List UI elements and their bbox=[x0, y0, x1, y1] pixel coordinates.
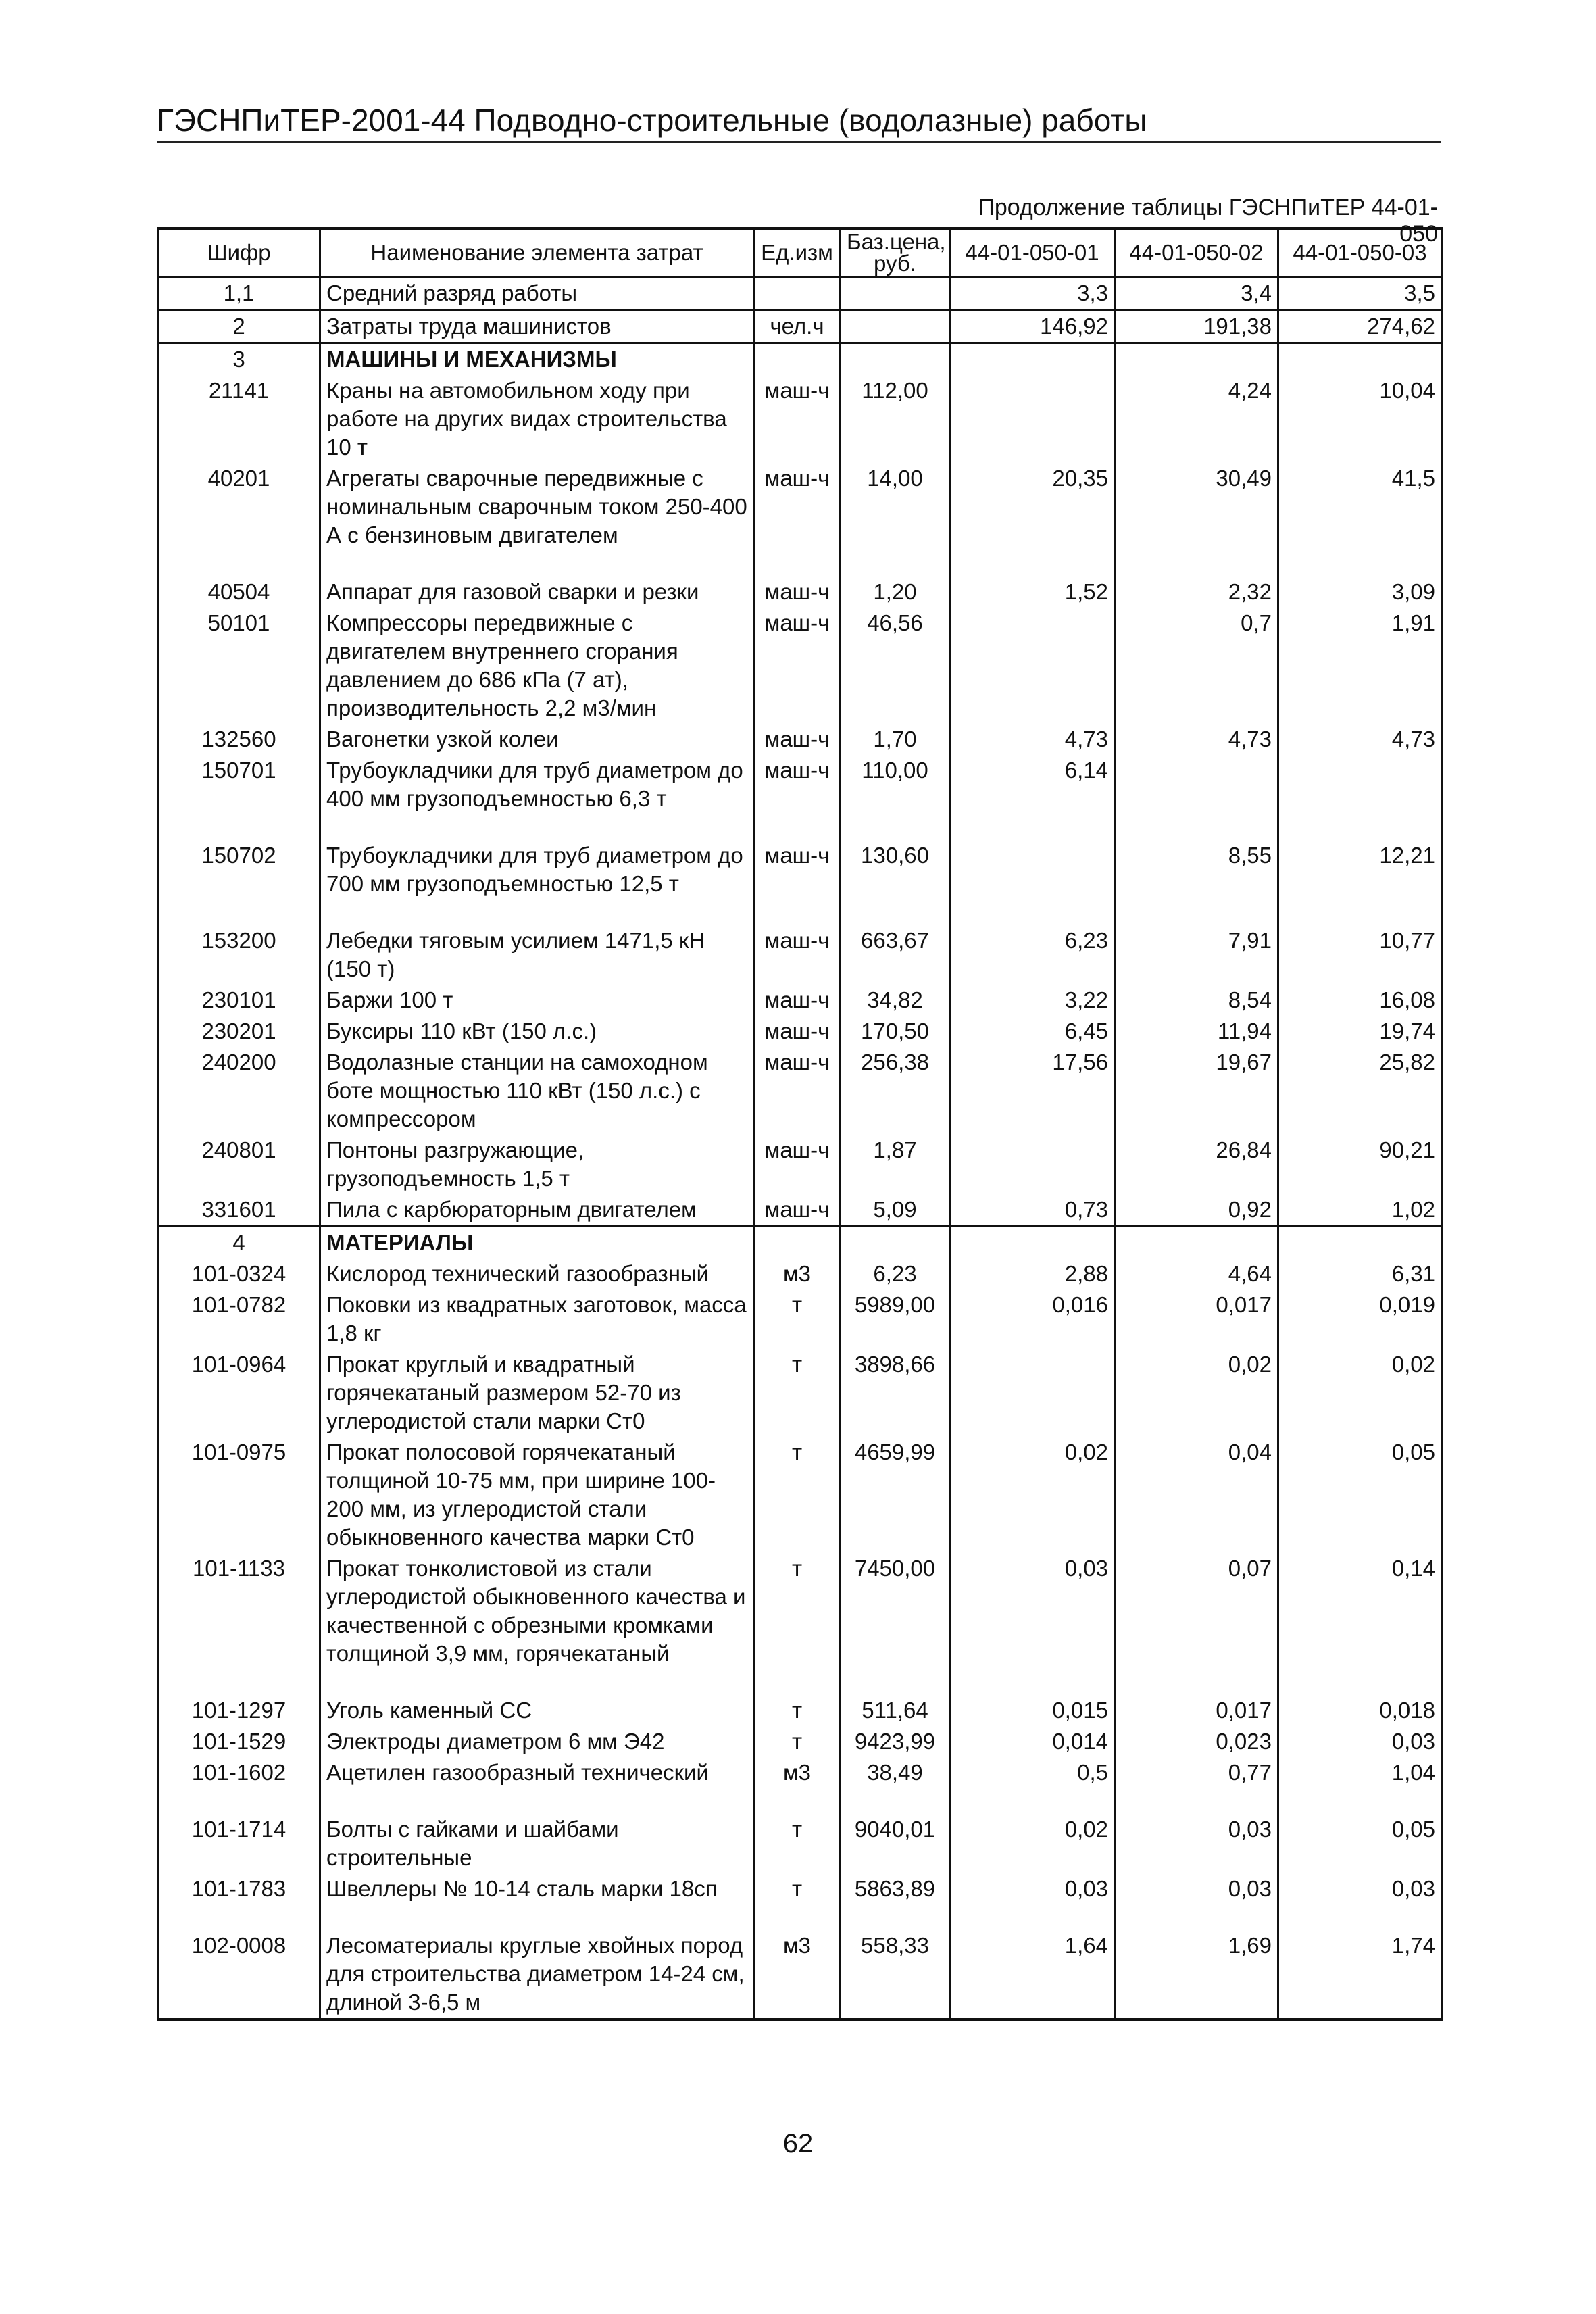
row-value-44-01-050-03: 3,5 bbox=[1278, 277, 1442, 310]
row-base-price bbox=[841, 343, 950, 376]
table-row bbox=[158, 1289, 1442, 1349]
row-value-44-01-050-02: 11,94 bbox=[1115, 1016, 1278, 1047]
col-header-44-01-050-03: 44-01-050-03 bbox=[1278, 228, 1442, 277]
row-value-44-01-050-03: 25,82 bbox=[1278, 1047, 1442, 1135]
row-name: МАТЕРИАЛЫ bbox=[320, 1227, 754, 1259]
row-base-price bbox=[841, 1227, 950, 1259]
row-value-44-01-050-03: 0,02 bbox=[1278, 1349, 1442, 1437]
row-base-price: 46,56 bbox=[841, 608, 950, 724]
page-number: 62 bbox=[782, 2129, 814, 2159]
row-name: Поковки из квадратных заготовок, масса 1,8 кг bbox=[320, 1289, 754, 1349]
row-code: 150701 bbox=[158, 755, 320, 840]
table-row bbox=[158, 1258, 1442, 1289]
row-name: Буксиры 110 кВт (150 л.с.) bbox=[320, 1016, 754, 1047]
table-row bbox=[158, 1873, 1442, 1930]
row-unit: маш-ч bbox=[754, 1016, 841, 1047]
row-value-44-01-050-01: 0,73 bbox=[950, 1194, 1115, 1227]
row-unit: маш-ч bbox=[754, 1194, 841, 1227]
row-name: Болты с гайками и шайбами строительные bbox=[320, 1814, 754, 1873]
table-row bbox=[158, 1930, 1442, 2019]
row-code: 40201 bbox=[158, 463, 320, 576]
row-name: Затраты труда машинистов bbox=[320, 310, 754, 343]
row-name: Средний разряд работы bbox=[320, 277, 754, 310]
row-base-price: 558,33 bbox=[841, 1930, 950, 2019]
row-code: 3 bbox=[158, 343, 320, 376]
row-name: Водолазные станции на самоходном боте мощностью 110 кВт (150 л.с.) с компрессором bbox=[320, 1047, 754, 1135]
row-name: Ацетилен газообразный технический bbox=[320, 1757, 754, 1814]
row-unit: маш-ч bbox=[754, 463, 841, 576]
row-unit: маш-ч bbox=[754, 985, 841, 1016]
row-name: Вагонетки узкой колеи bbox=[320, 724, 754, 755]
row-base-price: 256,38 bbox=[841, 1047, 950, 1135]
table-row bbox=[158, 463, 1442, 576]
row-value-44-01-050-03: 6,31 bbox=[1278, 1258, 1442, 1289]
row-value-44-01-050-03: 1,91 bbox=[1278, 608, 1442, 724]
row-value-44-01-050-03: 16,08 bbox=[1278, 985, 1442, 1016]
row-base-price bbox=[841, 277, 950, 310]
row-name: Баржи 100 т bbox=[320, 985, 754, 1016]
row-value-44-01-050-02: 8,55 bbox=[1115, 840, 1278, 925]
row-base-price: 511,64 bbox=[841, 1695, 950, 1726]
row-unit: т bbox=[754, 1553, 841, 1695]
row-name: Агрегаты сварочные передвижные с номинальным сварочным током 250-400 А с бензиновым двигателем bbox=[320, 463, 754, 576]
row-value-44-01-050-02: 2,32 bbox=[1115, 576, 1278, 608]
col-header-44-01-050-01: 44-01-050-01 bbox=[950, 228, 1115, 277]
col-header-unit: Ед.изм bbox=[754, 228, 841, 277]
row-value-44-01-050-01: 20,35 bbox=[950, 463, 1115, 576]
row-unit: м3 bbox=[754, 1930, 841, 2019]
row-value-44-01-050-01: 1,52 bbox=[950, 576, 1115, 608]
row-code: 331601 bbox=[158, 1194, 320, 1227]
row-base-price: 5863,89 bbox=[841, 1873, 950, 1930]
row-unit: маш-ч bbox=[754, 925, 841, 985]
row-value-44-01-050-01: 0,014 bbox=[950, 1726, 1115, 1757]
row-unit: м3 bbox=[754, 1258, 841, 1289]
row-value-44-01-050-02: 8,54 bbox=[1115, 985, 1278, 1016]
table-row bbox=[158, 1814, 1442, 1873]
row-unit: маш-ч bbox=[754, 608, 841, 724]
row-code: 101-1602 bbox=[158, 1757, 320, 1814]
row-value-44-01-050-01 bbox=[950, 1227, 1115, 1259]
row-value-44-01-050-02: 4,24 bbox=[1115, 375, 1278, 463]
row-name: Краны на автомобильном ходу при работе на других видах строительства 10 т bbox=[320, 375, 754, 463]
row-value-44-01-050-02: 0,023 bbox=[1115, 1726, 1278, 1757]
row-name: Трубоукладчики для труб диаметром до 400 мм грузоподъемностью 6,3 т bbox=[320, 755, 754, 840]
row-base-price: 14,00 bbox=[841, 463, 950, 576]
row-unit: чел.ч bbox=[754, 310, 841, 343]
row-code: 230201 bbox=[158, 1016, 320, 1047]
row-name: Прокат тонколистовой из стали углеродистой обыкновенного качества и качественной с обрезными кромками толщиной 3,9 мм, горячекатаный bbox=[320, 1553, 754, 1695]
row-value-44-01-050-01: 4,73 bbox=[950, 724, 1115, 755]
row-value-44-01-050-01: 0,015 bbox=[950, 1695, 1115, 1726]
table-row bbox=[158, 1553, 1442, 1695]
row-value-44-01-050-03: 0,03 bbox=[1278, 1873, 1442, 1930]
row-base-price: 4659,99 bbox=[841, 1437, 950, 1553]
row-value-44-01-050-01: 17,56 bbox=[950, 1047, 1115, 1135]
row-value-44-01-050-01 bbox=[950, 343, 1115, 376]
row-name: Трубоукладчики для труб диаметром до 700 мм грузоподъемностью 12,5 т bbox=[320, 840, 754, 925]
row-value-44-01-050-03: 1,74 bbox=[1278, 1930, 1442, 2019]
row-value-44-01-050-02: 0,04 bbox=[1115, 1437, 1278, 1553]
row-base-price: 130,60 bbox=[841, 840, 950, 925]
row-unit bbox=[754, 1227, 841, 1259]
row-value-44-01-050-01: 0,016 bbox=[950, 1289, 1115, 1349]
table-row bbox=[158, 576, 1442, 608]
row-value-44-01-050-03: 0,05 bbox=[1278, 1437, 1442, 1553]
row-value-44-01-050-02: 1,69 bbox=[1115, 1930, 1278, 2019]
row-code: 40504 bbox=[158, 576, 320, 608]
col-header-name: Наименование элемента затрат bbox=[320, 228, 754, 277]
row-base-price: 9040,01 bbox=[841, 1814, 950, 1873]
row-base-price: 170,50 bbox=[841, 1016, 950, 1047]
row-value-44-01-050-01: 0,03 bbox=[950, 1873, 1115, 1930]
row-value-44-01-050-03 bbox=[1278, 343, 1442, 376]
row-value-44-01-050-03: 4,73 bbox=[1278, 724, 1442, 755]
row-value-44-01-050-01 bbox=[950, 608, 1115, 724]
row-unit bbox=[754, 343, 841, 376]
row-unit: т bbox=[754, 1695, 841, 1726]
row-base-price: 1,87 bbox=[841, 1135, 950, 1194]
row-base-price: 112,00 bbox=[841, 375, 950, 463]
table-row bbox=[158, 724, 1442, 755]
row-value-44-01-050-02: 7,91 bbox=[1115, 925, 1278, 985]
row-value-44-01-050-01 bbox=[950, 1349, 1115, 1437]
row-value-44-01-050-02: 19,67 bbox=[1115, 1047, 1278, 1135]
table-row bbox=[158, 343, 1442, 376]
row-value-44-01-050-02: 26,84 bbox=[1115, 1135, 1278, 1194]
row-name: МАШИНЫ И МЕХАНИЗМЫ bbox=[320, 343, 754, 376]
row-value-44-01-050-03: 1,02 bbox=[1278, 1194, 1442, 1227]
row-unit bbox=[754, 277, 841, 310]
row-unit: маш-ч bbox=[754, 755, 841, 840]
row-value-44-01-050-03: 1,04 bbox=[1278, 1757, 1442, 1814]
row-value-44-01-050-02: 0,02 bbox=[1115, 1349, 1278, 1437]
row-name: Лесоматериалы круглые хвойных пород для строительства диаметром 14-24 см, длиной 3-6,5 м bbox=[320, 1930, 754, 2019]
table-header-row bbox=[158, 228, 1442, 277]
row-value-44-01-050-02 bbox=[1115, 343, 1278, 376]
table-row bbox=[158, 1349, 1442, 1437]
row-value-44-01-050-03: 0,03 bbox=[1278, 1726, 1442, 1757]
row-value-44-01-050-03: 3,09 bbox=[1278, 576, 1442, 608]
table-row bbox=[158, 1227, 1442, 1259]
row-value-44-01-050-03: 0,018 bbox=[1278, 1695, 1442, 1726]
row-value-44-01-050-01: 6,23 bbox=[950, 925, 1115, 985]
row-value-44-01-050-01: 3,3 bbox=[950, 277, 1115, 310]
row-value-44-01-050-01 bbox=[950, 1135, 1115, 1194]
table-row bbox=[158, 1016, 1442, 1047]
row-code: 101-0975 bbox=[158, 1437, 320, 1553]
row-unit: м3 bbox=[754, 1757, 841, 1814]
row-value-44-01-050-02: 0,92 bbox=[1115, 1194, 1278, 1227]
row-value-44-01-050-03: 12,21 bbox=[1278, 840, 1442, 925]
resource-cost-table bbox=[157, 227, 1443, 2021]
row-base-price: 1,20 bbox=[841, 576, 950, 608]
row-code: 101-1783 bbox=[158, 1873, 320, 1930]
row-code: 101-0964 bbox=[158, 1349, 320, 1437]
row-base-price: 3898,66 bbox=[841, 1349, 950, 1437]
row-name: Компрессоры передвижные с двигателем внутреннего сгорания давлением до 686 кПа (7 ат), производительность 2,2 м3/мин bbox=[320, 608, 754, 724]
row-value-44-01-050-01 bbox=[950, 375, 1115, 463]
row-base-price: 663,67 bbox=[841, 925, 950, 985]
row-value-44-01-050-01: 6,45 bbox=[950, 1016, 1115, 1047]
row-value-44-01-050-02: 4,73 bbox=[1115, 724, 1278, 755]
row-value-44-01-050-02: 191,38 bbox=[1115, 310, 1278, 343]
row-unit: т bbox=[754, 1726, 841, 1757]
table-continuation-caption: Продолжение таблицы ГЭСНПиТЕР 44-01-050 bbox=[978, 195, 1438, 247]
table-row bbox=[158, 1047, 1442, 1135]
row-code: 2 bbox=[158, 310, 320, 343]
row-name: Швеллеры № 10-14 сталь марки 18сп bbox=[320, 1873, 754, 1930]
row-code: 153200 bbox=[158, 925, 320, 985]
row-name: Лебедки тяговым усилием 1471,5 кН (150 т) bbox=[320, 925, 754, 985]
row-value-44-01-050-03: 10,77 bbox=[1278, 925, 1442, 985]
row-value-44-01-050-01: 0,03 bbox=[950, 1553, 1115, 1695]
table-row bbox=[158, 1194, 1442, 1227]
row-name: Понтоны разгружающие, грузоподъемность 1,5 т bbox=[320, 1135, 754, 1194]
row-unit: маш-ч bbox=[754, 1047, 841, 1135]
row-base-price: 5989,00 bbox=[841, 1289, 950, 1349]
row-base-price: 6,23 bbox=[841, 1258, 950, 1289]
row-base-price: 1,70 bbox=[841, 724, 950, 755]
row-value-44-01-050-01: 0,5 bbox=[950, 1757, 1115, 1814]
row-code: 240801 bbox=[158, 1135, 320, 1194]
row-code: 101-1529 bbox=[158, 1726, 320, 1757]
row-value-44-01-050-02: 30,49 bbox=[1115, 463, 1278, 576]
row-base-price bbox=[841, 310, 950, 343]
row-value-44-01-050-03: 19,74 bbox=[1278, 1016, 1442, 1047]
row-value-44-01-050-02: 0,03 bbox=[1115, 1814, 1278, 1873]
row-name: Прокат полосовой горячекатаный толщиной 10-75 мм, при ширине 100-200 мм, из углеродистой стали обыкновенного качества марки Ст0 bbox=[320, 1437, 754, 1553]
row-unit: т bbox=[754, 1814, 841, 1873]
row-value-44-01-050-03: 90,21 bbox=[1278, 1135, 1442, 1194]
row-value-44-01-050-01: 0,02 bbox=[950, 1814, 1115, 1873]
row-value-44-01-050-03 bbox=[1278, 1227, 1442, 1259]
row-unit: маш-ч bbox=[754, 375, 841, 463]
row-unit: маш-ч bbox=[754, 724, 841, 755]
row-value-44-01-050-03: 41,5 bbox=[1278, 463, 1442, 576]
table-row bbox=[158, 375, 1442, 463]
col-header-44-01-050-02: 44-01-050-02 bbox=[1115, 228, 1278, 277]
row-name: Пила с карбюраторным двигателем bbox=[320, 1194, 754, 1227]
row-code: 240200 bbox=[158, 1047, 320, 1135]
row-name: Уголь каменный СС bbox=[320, 1695, 754, 1726]
row-code: 101-1133 bbox=[158, 1553, 320, 1695]
table-row bbox=[158, 1757, 1442, 1814]
row-value-44-01-050-02: 3,4 bbox=[1115, 277, 1278, 310]
row-value-44-01-050-02: 0,017 bbox=[1115, 1695, 1278, 1726]
row-value-44-01-050-01: 1,64 bbox=[950, 1930, 1115, 2019]
row-value-44-01-050-01: 3,22 bbox=[950, 985, 1115, 1016]
row-unit: маш-ч bbox=[754, 576, 841, 608]
row-code: 101-0324 bbox=[158, 1258, 320, 1289]
row-value-44-01-050-02: 0,07 bbox=[1115, 1553, 1278, 1695]
row-base-price: 34,82 bbox=[841, 985, 950, 1016]
row-value-44-01-050-02: 0,7 bbox=[1115, 608, 1278, 724]
row-code: 1,1 bbox=[158, 277, 320, 310]
row-base-price: 5,09 bbox=[841, 1194, 950, 1227]
row-value-44-01-050-03: 0,14 bbox=[1278, 1553, 1442, 1695]
row-value-44-01-050-03: 10,04 bbox=[1278, 375, 1442, 463]
row-base-price: 38,49 bbox=[841, 1757, 950, 1814]
row-name: Электроды диаметром 6 мм Э42 bbox=[320, 1726, 754, 1757]
row-value-44-01-050-01: 2,88 bbox=[950, 1258, 1115, 1289]
table-row bbox=[158, 608, 1442, 724]
row-unit: маш-ч bbox=[754, 1135, 841, 1194]
row-code: 21141 bbox=[158, 375, 320, 463]
row-code: 132560 bbox=[158, 724, 320, 755]
row-unit: т bbox=[754, 1873, 841, 1930]
row-code: 230101 bbox=[158, 985, 320, 1016]
row-value-44-01-050-03 bbox=[1278, 755, 1442, 840]
row-value-44-01-050-02: 0,77 bbox=[1115, 1757, 1278, 1814]
table-row bbox=[158, 1135, 1442, 1194]
row-code: 101-0782 bbox=[158, 1289, 320, 1349]
table-row bbox=[158, 1726, 1442, 1757]
row-base-price: 7450,00 bbox=[841, 1553, 950, 1695]
table-row bbox=[158, 755, 1442, 840]
page-header: ГЭСНПиТЕР-2001-44 Подводно-строительные (водолазные) работы bbox=[157, 101, 1441, 143]
row-code: 101-1714 bbox=[158, 1814, 320, 1873]
row-name: Кислород технический газообразный bbox=[320, 1258, 754, 1289]
row-value-44-01-050-02: 4,64 bbox=[1115, 1258, 1278, 1289]
table-row bbox=[158, 277, 1442, 310]
col-header-code: Шифр bbox=[158, 228, 320, 277]
row-value-44-01-050-02 bbox=[1115, 1227, 1278, 1259]
row-name: Прокат круглый и квадратный горячекатаный размером 52-70 из углеродистой стали марки Ст0 bbox=[320, 1349, 754, 1437]
row-code: 4 bbox=[158, 1227, 320, 1259]
row-unit: т bbox=[754, 1437, 841, 1553]
row-unit: т bbox=[754, 1349, 841, 1437]
table-row bbox=[158, 1437, 1442, 1553]
row-base-price: 110,00 bbox=[841, 755, 950, 840]
row-value-44-01-050-02: 0,017 bbox=[1115, 1289, 1278, 1349]
row-value-44-01-050-01 bbox=[950, 840, 1115, 925]
table-row bbox=[158, 925, 1442, 985]
row-value-44-01-050-01: 6,14 bbox=[950, 755, 1115, 840]
table-row bbox=[158, 985, 1442, 1016]
row-code: 50101 bbox=[158, 608, 320, 724]
row-value-44-01-050-01: 0,02 bbox=[950, 1437, 1115, 1553]
row-unit: маш-ч bbox=[754, 840, 841, 925]
table-row bbox=[158, 310, 1442, 343]
table-row bbox=[158, 840, 1442, 925]
row-value-44-01-050-03: 274,62 bbox=[1278, 310, 1442, 343]
table-row bbox=[158, 1695, 1442, 1726]
row-value-44-01-050-03: 0,05 bbox=[1278, 1814, 1442, 1873]
row-code: 102-0008 bbox=[158, 1930, 320, 2019]
row-base-price: 9423,99 bbox=[841, 1726, 950, 1757]
row-code: 150702 bbox=[158, 840, 320, 925]
row-name: Аппарат для газовой сварки и резки bbox=[320, 576, 754, 608]
row-value-44-01-050-01: 146,92 bbox=[950, 310, 1115, 343]
col-header-price: Баз.цена, руб. bbox=[841, 228, 950, 277]
row-value-44-01-050-02: 0,03 bbox=[1115, 1873, 1278, 1930]
row-value-44-01-050-02 bbox=[1115, 755, 1278, 840]
table-body bbox=[158, 277, 1442, 2020]
row-unit: т bbox=[754, 1289, 841, 1349]
row-code: 101-1297 bbox=[158, 1695, 320, 1726]
row-value-44-01-050-03: 0,019 bbox=[1278, 1289, 1442, 1349]
